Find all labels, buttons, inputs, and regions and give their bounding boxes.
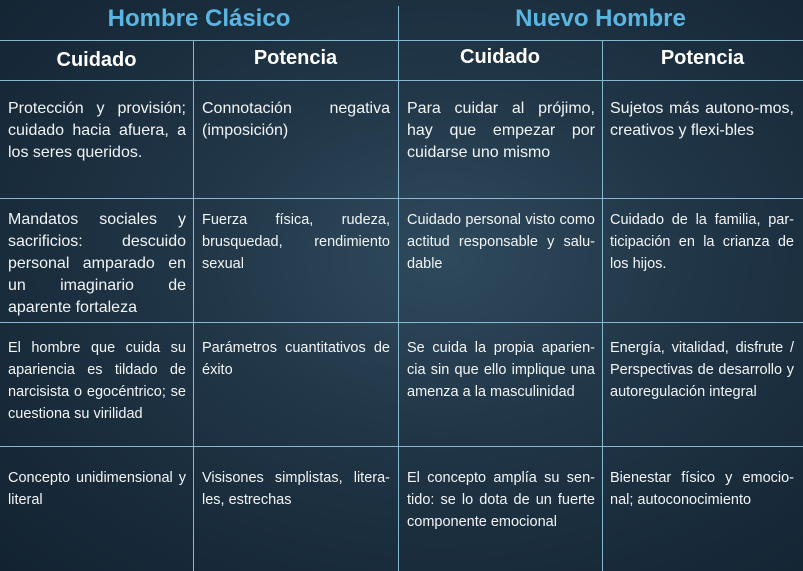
table-cell: Concepto unidimensional y literal <box>8 470 186 508</box>
column-header-cuidado-clasico: Cuidado <box>56 49 137 71</box>
table-cell: Connotación negativa (imposición) <box>202 100 390 139</box>
divider-horizontal-4 <box>0 322 803 323</box>
table-cell: Sujetos más autono-mos, creativos y flexi-bles <box>610 100 794 139</box>
group-title-nuevo-hombre: Nuevo Hombre <box>515 5 686 32</box>
table-cell: El hombre que cuida su apariencia es tildado de narcisista o egocéntrico; se cuestiona su virilidad <box>8 340 186 422</box>
table-cell: Mandatos sociales y sacrificios: descuido personal amparado en un imaginario de aparente fortaleza <box>8 211 186 316</box>
divider-horizontal-3 <box>0 198 803 199</box>
divider-horizontal-2 <box>0 80 803 81</box>
table-cell: Energía, vitalidad, disfrute / Perspectivas de desarrollo y autoregulación integral <box>610 340 794 400</box>
table-cell: Fuerza física, rudeza, brusquedad, rendimiento sexual <box>202 212 390 272</box>
table-cell: Visisones simplistas, litera-les, estrechas <box>202 470 390 508</box>
column-header-potencia-nuevo: Potencia <box>660 47 745 69</box>
column-header-potencia-clasico: Potencia <box>253 47 338 69</box>
table-cell: Se cuida la propia aparien-cia sin que ello implique una amenza a la masculinidad <box>407 340 595 400</box>
table-cell: El concepto amplía su sen-tido: se lo dota de un fuerte componente emocional <box>407 470 595 530</box>
table-cell: Bienestar físico y emocio-nal; autoconocimiento <box>610 470 794 508</box>
column-header-cuidado-nuevo: Cuidado <box>460 46 540 68</box>
divider-vertical-3 <box>602 40 603 571</box>
table-cell: Protección y provisión; cuidado hacia afuera, a los seres queridos. <box>8 100 186 161</box>
group-title-hombre-clasico: Hombre Clásico <box>107 5 291 32</box>
table-cell: Cuidado de la familia, par-ticipación en la crianza de los hijos. <box>610 212 794 272</box>
divider-vertical-1 <box>193 40 194 571</box>
table-cell: Parámetros cuantitativos de éxito <box>202 340 390 378</box>
table-cell: Cuidado personal visto como actitud responsable y salu-dable <box>407 212 595 272</box>
table-cell: Para cuidar al prójimo, hay que empezar por cuidarse uno mismo <box>407 100 595 161</box>
divider-vertical-2 <box>398 40 399 571</box>
divider-horizontal-5 <box>0 446 803 447</box>
